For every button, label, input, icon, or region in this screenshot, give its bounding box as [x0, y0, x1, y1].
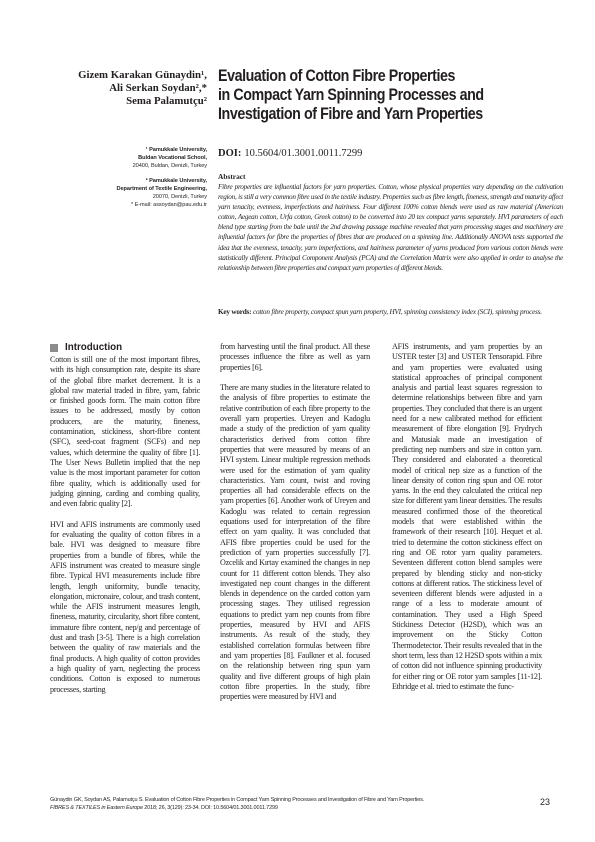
abstract-heading: Abstract: [218, 172, 246, 181]
paragraph: from harvesting until the final product. All these processes influence the fibre as well as yarn properties [6].: [220, 342, 370, 372]
affiliations: [50, 146, 207, 209]
affiliation-address: 20400, Buldan, Denizli, Turkey: [132, 163, 207, 169]
affiliation-unit: Department of Textile Engineering,: [116, 186, 207, 192]
affiliation-name: Pamukkale University,: [149, 178, 207, 184]
paper-title: [218, 66, 510, 123]
paragraph: There are many studies in the literature related to the analysis of fibre properties to estimate the relative contribution of each fibre property to the overall yarn properties. Ureyen and Kadoglu made a study of the prediction of yarn quality characteristics derived from cotton fibre properties that were measured by means of an HVI system. Linear multiple regression methods were used for the estimation of yarn quality characteristics. Yarn count, twist and roving properties all had considerable effects on the yarn properties [6]. Another work of Ureyen and Kadoglu was related to certain regression equations used for interpretation of the fibre effect on yarn quality. It was concluded that AFIS fibre properties could be used for the prediction of yarn properties successfully [7]. Ozcelik and Kırtay examined the changes in nep count for 11 different cotton blends. They also investigated nep count changes in the different blends in dependence on the carded cotton yarn processing stages. They utilised regression equations to predict yarn nep counts from fibre properties, measured by HVI and AFIS instruments. As result of the study, they established correlation formulas between fibre and yarn properties [8]. Faulkner et al. focused on the relationship between ring spun yarn quality and five different groups of high plain cotton fibre properties. In the study, fibre properties were measured by HVI and: [220, 383, 370, 702]
affiliation-address: 20070, Denizli, Turkey: [152, 194, 207, 200]
affiliation-unit: Buldan Vocational School,: [138, 155, 207, 161]
section-heading: [50, 342, 122, 353]
body-column-2: [220, 342, 370, 713]
author-name: Sema Palamutçu²: [126, 95, 207, 107]
footer-reference: 2018; 26, 3(129): 23-34. DOI: 10.5604/01.3001.0011.7299: [144, 805, 278, 811]
body-column-3: [392, 342, 542, 702]
author-list: [40, 69, 207, 108]
corresponding-email: * E-mail: assoydan@pau.edu.tr: [130, 202, 207, 208]
page-number: 23: [540, 797, 551, 807]
affiliation-number: ¹: [145, 147, 148, 153]
paragraph: AFIS instruments, and yarn properties by an USTER tester [3] and USTER Tensorapid. Fibre and yarn properties were evaluated using statistical approaches of principal component analysis and partial least squares regression to determine relationships between fibre and yarn properties. They concluded that there is an urgent need for a new calibrated method for efficient measurement of fibre elongation [9]. Frydrych and Matusiak made an investigation of predicting nep numbers and size in cotton yarn. They considered and elaborated a theoretical model of critical nep size as a function of the linear density of cotton ring spun and OE rotor yarns. In the end they calculated the critical nep size for different yarn linear densities. The results measured confirmed those of the theoretical models that were established within the framework of their research [10]. Hequet et al. tried to determine the cotton stickiness effect on ring and OE rotor yarn quality parameters. Seventeen different cotton blend samples were prepared by blending sticky and non-sticky cottons at different ratios. The stickiness level of seventeen different blends were adjusted in a range of a less to moderate amount of contamination. They used a High Speed Stickiness Detector (H2SD), which was an improvement on the Sticky Cotton Thermodetector. Their results revealed that in the short term, less than 12 H2SD spots within a mix of cotton did not influence spinning productivity for either ring or OE rotor yarn samples [11-12]. Ethridge et al. tried to estimate the func-: [392, 342, 542, 691]
author-name: Ali Serkan Soydan²,*: [109, 82, 207, 94]
title-line: Investigation of Fibre and Yarn Properties: [218, 104, 483, 123]
keywords-label: Key words:: [218, 308, 252, 316]
affiliation-number: ²: [145, 178, 148, 184]
section-heading-label: Introduction: [65, 342, 123, 353]
title-line: Evaluation of Cotton Fibre Properties: [218, 66, 456, 85]
keywords-text: cotton fibre property, compact spun yarn property, HVI, spinning consistency index (SCI), spinning process.: [252, 308, 542, 316]
body-column-1: [50, 355, 200, 705]
footer-citation: Günaydin GK, Soydan AS, Palamutçu S. Evaluation of Cotton Fibre Properties in Compact Yarn Spinning Processes and Investigation of Fibre and Yarn Properties.: [50, 797, 425, 803]
footer-journal: FIBRES & TEXTILES in Eastern Europe: [50, 805, 143, 811]
affiliation-name: Pamukkale University,: [149, 147, 207, 153]
paragraph: Cotton is still one of the most important fibres, with its high consumption rate, despite its share of the global fibre market decrement. It is a global raw material traded in fibre, yarn, fabric or finished goods form. The main cotton fibre issues to be addressed, mostly by cotton producers, are the maturity, fineness, contamination, stickiness, short-fibre content (SFC), seed-coat fragment (SCFs) and nep values, which determine the quality of fibre [1]. The User News Bulletin implied that the nep value is the most important parameter for cotton fibre quality, which is additionally used for judging ginning, carding and combing quality, and even fabric quality [2].: [50, 355, 200, 509]
page-footer: [50, 796, 520, 812]
title-line: in Compact Yarn Spinning Processes and: [218, 85, 484, 104]
abstract-text: Fibre properties are influential factors for yarn properties. Cotton, whose physical properties vary depending on the cultivation region, is still a very common fibre used in the textile industry. Properties such as fibre length, fineness, strength and maturity affect yarn tenacity, evenness, imperfections and hairiness. Four different 100% cotton blends were used as raw material (American cotton, Aegean cotton, Urfa cotton, Greek cotton) to be converted into 20 tex compact yarns separately. HVI parameters of each blend type starting from the bale until the 2nd drawing passage machine revealed that yarn processing stages and machinery are influential factors for fibre the properties of fibres that are produced on a spinning line. Additionally ANOVA tests supported the idea that the evenness, tenacity, yarn imperfections, and hairiness parameter of yarns produced from various cotton blends were statistically different. Principal Component Analysis (PCA) and the Correlation Matrix were also applied in order to analyse the relationship between fibre properties and compact yarn properties of different blends.: [218, 183, 563, 272]
doi-line: [218, 148, 362, 159]
doi-link[interactable]: 10.5604/01.3001.0011.7299: [244, 148, 363, 159]
section-square-icon: [50, 344, 58, 352]
keywords: [218, 307, 563, 317]
author-name: Gizem Karakan Günaydin¹,: [78, 69, 207, 81]
paragraph: HVI and AFIS instruments are commonly used for evaluating the quality of cotton fibres in a bale. HVI was designed to measure fibre properties from a bundle of fibres, while the AFIS instrument was created to measure single fibre. Typical HVI measurements include fibre length, length uniformity, bundle tenacity, elongation, micronaire, colour, and trash content, while the AFIS instrument measures length, fineness, maturity, circularity, short fibre content, immature fibre content, nep/g and percentage of dust and trash [3-5]. There is a high correlation between the quality of raw materials and the final products. A high quality of cotton provides a high quality of yarn, neglecting the process conditions. Cotton is exposed to numerous processes, starting: [50, 519, 200, 694]
doi-label: DOI:: [218, 148, 242, 159]
